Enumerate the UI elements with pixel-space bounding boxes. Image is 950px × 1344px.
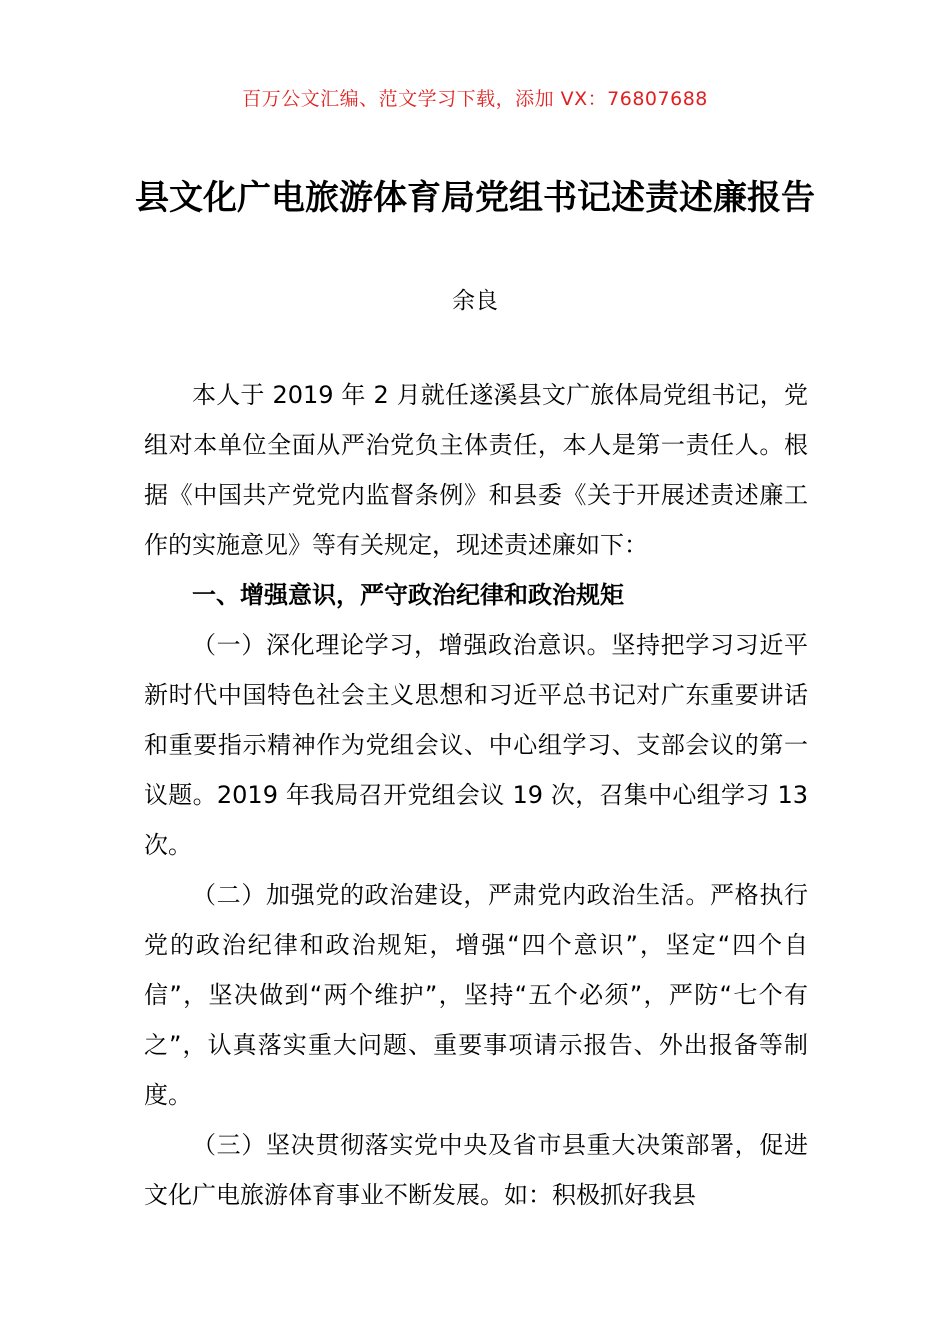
section-heading-1: 一、增强意识，严守政治纪律和政治规矩 (192, 581, 624, 609)
document-body (144, 370, 808, 1220)
document-title: 县文化广电旅游体育局党组书记述责述廉报告 (135, 178, 815, 218)
paragraph-1-1: （一）深化理论学习，增强政治意识。坚持把学习习近平新时代中国特色社会主义思想和习近平总书记对广东重要讲话和重要指示精神作为党组会议、中心组学习、支部会议的第一议题。2019 年我局召开党组会议 19 次，召集中心组学习 13 次。 (144, 631, 808, 859)
paragraph-1-2: （二）加强党的政治建设，严肃党内政治生活。严格执行党的政治纪律和政治规矩，增强“四个意识”，坚定“四个自信”，坚决做到“两个维护”，坚持“五个必须”，严防“七个有之”，认真落实重大问题、重要事项请示报告、外出报备等制度。 (144, 881, 808, 1109)
header-banner: 百万公文汇编、范文学习下载，添加 VX：76807688 (242, 88, 708, 110)
document-author: 余良 (452, 288, 498, 314)
paragraph-1-3: （三）坚决贯彻落实党中央及省市县重大决策部署，促进文化广电旅游体育事业不断发展。如：积极抓好我县 (144, 1131, 808, 1209)
paragraph-intro: 本人于 2019 年 2 月就任遂溪县文广旅体局党组书记，党组对本单位全面从严治党负主体责任，本人是第一责任人。根据《中国共产党党内监督条例》和县委《关于开展述责述廉工作的实施意见》等有关规定，现述责述廉如下： (144, 381, 808, 559)
